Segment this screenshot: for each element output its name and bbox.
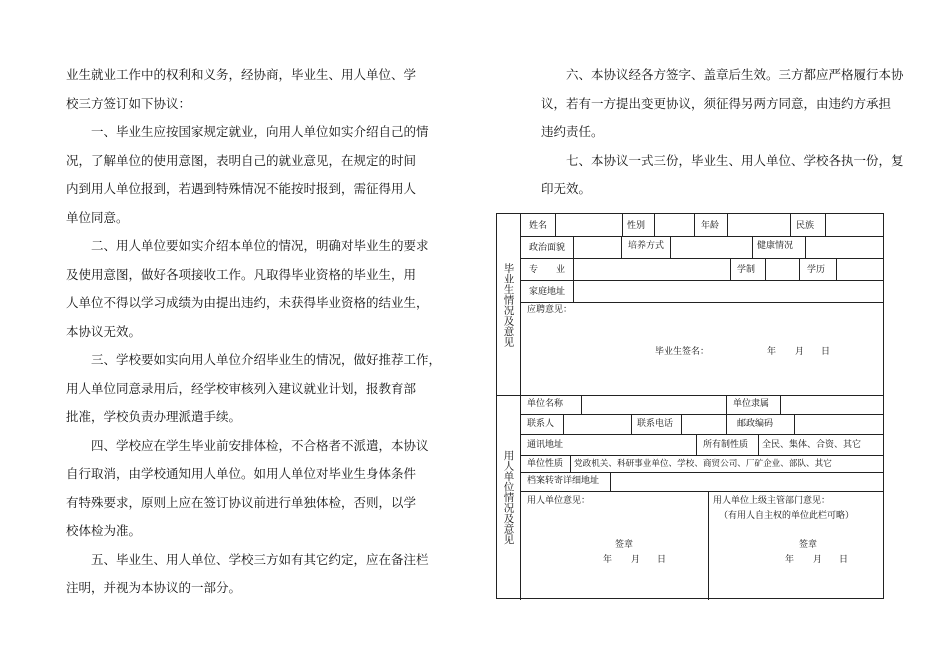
text-line: 七、本协议一式三份，毕业生、用人单位、学校各执一份，复 (541, 152, 904, 168)
text-line: 印无效。 (541, 181, 592, 196)
text-line: 人单位不得以学习成绩为由提出违约，未获得毕业资格的结业生， (66, 295, 429, 310)
text-line: 注明，并视为本协议的一部分。 (66, 580, 242, 595)
text-line: 四、学校应在学生毕业前安排体检，不合格者不派遣，本协议 (66, 437, 429, 453)
text-line: 自行取消，由学校通知用人单位。如用人单位对毕业生身体条件 (66, 466, 417, 481)
text-line: 六、本协议经各方签字、盖章后生效。三方都应严格履行本协 (541, 67, 904, 82)
graduate-section-label: 毕业生情况及意见 (497, 214, 521, 395)
month-label: 月 (795, 347, 805, 357)
text-line: 二、用人单位要如实介绍本单位的情况，明确对毕业生的要求 (66, 238, 429, 253)
text-line: 议，若有一方提出变更协议，须征得另两方同意，由违约方承担 (541, 95, 892, 111)
text-line: 单位同意。 (66, 209, 129, 225)
year-label: 年 (767, 347, 777, 357)
text-line: 内到用人单位报到，若遇到特殊情况不能按时报到，需征得用人 (66, 181, 417, 196)
text-line: 三、学校要如实向用人单位介绍毕业生的情况，做好推荐工作， (66, 352, 442, 367)
degree-label: 学历 (807, 265, 826, 275)
supervisor-seal-label: 签章 (799, 540, 818, 550)
postal-code-label: 邮政编码 (737, 419, 774, 429)
text-line: 校体检为准。 (66, 523, 142, 538)
ownership-label: 所有制性质 (703, 440, 749, 450)
application-opinion-label: 应聘意见： (527, 305, 573, 315)
gender-label: 性别 (627, 221, 646, 231)
right-agreement-text (541, 61, 904, 204)
duration-label: 学制 (737, 265, 756, 275)
training-mode-label: 培养方式 (628, 241, 665, 251)
mailing-address-label: 通讯地址 (527, 440, 564, 450)
text-line: 批准，学校负责办理派遣手续。 (66, 409, 242, 424)
supervisor-day: 日 (839, 555, 849, 565)
text-line: 五、毕业生、用人单位、学校三方如有其它约定，应在备注栏 (66, 551, 429, 567)
supervisor-opinion-label: 用人单位上级主管部门意见： (713, 496, 831, 506)
employer-month: 月 (631, 555, 641, 565)
ownership-options: 全民、集体、合资、其它 (762, 440, 862, 450)
health-label: 健康情况 (757, 241, 794, 251)
day-label: 日 (821, 347, 831, 357)
text-line: 有特殊要求，原则上应在签订协议前进行单独体检，否则，以学 (66, 494, 417, 510)
text-line: 业生就业工作中的权利和义务，经协商，毕业生、用人单位、学 (66, 67, 417, 82)
supervisor-note: （有用人自主权的单位此栏可略） (719, 511, 855, 521)
contact-phone-label: 联系电话 (637, 419, 674, 429)
text-line: 及使用意图，做好各项接收工作。凡取得毕业资格的毕业生，用 (66, 266, 417, 282)
agreement-form-table (496, 213, 884, 599)
contact-person-label: 联系人 (527, 419, 555, 429)
text-line: 用人单位同意录用后，经学校审核列入建议就业计划，报教育部 (66, 380, 417, 396)
age-label: 年龄 (701, 221, 720, 231)
home-address-label: 家庭地址 (529, 287, 566, 297)
text-line: 违约责任。 (541, 124, 604, 139)
text-line: 本协议无效。 (66, 323, 142, 339)
unit-type-options: 党政机关、科研事业单位、学校、商贸公司、厂矿企业、部队、其它 (574, 459, 832, 469)
text-line: 校三方签订如下协议： (66, 95, 192, 111)
unit-name-label: 单位名称 (527, 399, 564, 409)
archive-address-label: 档案转寄详细地址 (527, 476, 600, 486)
unit-type-label: 单位性质 (527, 459, 564, 469)
text-line: 况，了解单位的使用意图，表明自己的就业意见，在规定的时间 (66, 152, 417, 168)
supervisor-year: 年 (785, 555, 795, 565)
text-line: 一、毕业生应按国家规定就业，向用人单位如实介绍自己的情 (66, 124, 429, 139)
supervisor-month: 月 (813, 555, 823, 565)
employer-year: 年 (603, 555, 613, 565)
employer-seal-label: 签章 (615, 540, 634, 550)
unit-affiliation-label: 单位隶属 (733, 399, 770, 409)
employer-day: 日 (657, 555, 667, 565)
major-label: 专 业 (529, 265, 566, 275)
name-label: 姓名 (529, 221, 548, 231)
employer-opinion-label: 用人单位意见： (527, 496, 591, 506)
employer-section-label: 用人单位情况及意见 (497, 395, 521, 600)
ethnicity-label: 民族 (796, 221, 815, 231)
graduate-signature-label: 毕业生签名： (655, 347, 710, 357)
left-agreement-text (66, 61, 444, 603)
political-status-label: 政治面貌 (529, 243, 566, 253)
